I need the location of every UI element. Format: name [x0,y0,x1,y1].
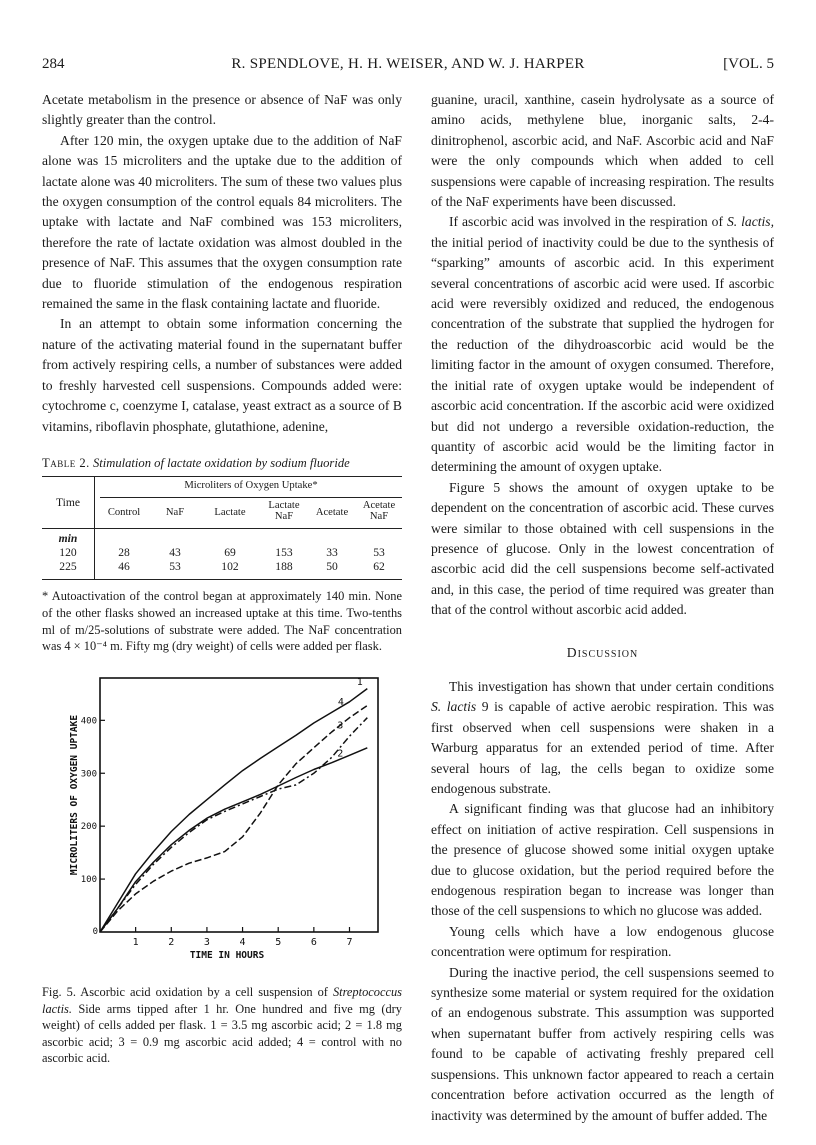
y-tick-label: 200 [80,822,97,833]
series-line-1 [100,689,367,932]
volume-label: [VOL. 5 [723,56,774,72]
paragraph: During the inactive period, the cell suspensions seemed to synthesize some material or system required for the oxidation of an endogenous substrate. This assumption was supported when supernatant buffer from actively respiring cells was found to be capable of activating freshly prepared cell suspensions. This unknown factor appeared to reach a certain concentration before activation occurred as the length of inactivity was determined by the amount of buffer added. The [431,964,774,1123]
table-cell: 46 [118,560,130,573]
series-label-2: 2 [337,748,344,760]
column-header: NaF [165,507,185,518]
series-line-4 [100,706,367,933]
table-rule [42,528,402,529]
running-header [42,56,774,78]
organism-name: Streptococcus lactis. [42,985,402,1016]
table-rule [42,579,402,580]
series-line-2 [100,748,367,932]
text-run: the initial period of inactivity could be due to the synthesis of “sparking” amounts of ascorbic acid. In this experiment several concentrations of ascorbic acid were used. If ascorbic acid were reversibly oxidized and reduced, the endogenous concentration of the substrate that supplied the hydrogen for the reduction of the dihydroascorbic acid would be the limiting factor in the amount of oxygen consumed. Therefore, the initial rate of oxygen uptake would be independent of ascorbic acid concentration. If the ascorbic acid were oxidized but did not undergo a reversible oxidation-reduction, the quantity of ascorbic acid would be the limiting factor in determining the amount of oxygen uptake. [431,234,774,475]
author-running-head: R. SPENDLOVE, H. H. WEISER, AND W. J. HARPER [231,56,585,72]
series-label-3: 3 [337,720,344,732]
text-run: 9 is capable of active aerobic respiration. This was first observed when cell suspensions were shaken in a Warburg apparatus for an extended period of time. After several hours of lag, the cells began to oxidize some endogenous substrate. [431,699,775,796]
y-tick-label: 400 [80,716,97,727]
x-tick-label: 6 [310,937,317,948]
x-tick-label: 5 [275,937,282,948]
column-header: Acetate NaF [362,500,396,522]
paragraph [431,677,774,799]
text-run: If ascorbic acid was involved in the respiration of [449,214,724,230]
column-header: Lactate NaF [268,500,300,522]
paragraph [431,212,774,477]
table-footnote: * Autoactivation of the control began at approximately 140 min. None of the other flasks showed an increased uptake at this time. Two-tenths ml of m/25-solutions of substrate were added. The NaF concentration was 4 × 10⁻⁴ m. Fifty mg (dry weight) of cells were added per flask. [42,589,402,654]
left-column [42,90,402,437]
x-tick-label: 2 [168,937,175,948]
page-number: 284 [42,56,65,72]
x-tick-label: 1 [132,937,139,948]
table-cell: 53 [373,546,385,559]
table-cell: 188 [275,560,293,573]
caption-text: Ascorbic acid oxidation by a cell suspension of [80,985,328,999]
caption-text: Side arms tipped after 1 hr. One hundred and five mg (dry weight) of cells added per flask. 1 = 3.5 mg ascorbic acid; 2 = 1.8 mg ascorbic acid; 3 = 0.9 mg ascorbic acid added; 4 = control with no ascorbic acid. [42,1001,402,1066]
table-cell: 50 [326,560,338,573]
figure-5 [66,670,388,982]
column-header: Acetate [315,507,349,518]
paragraph: A significant finding was that glucose had an inhibitory effect on initiation of active respiration. Cell suspensions in the presence of glucose showed some initial oxygen uptake due to glucose oxidation, but the period required before the endogenous respiration began to increase was longer than those of the cell suspensions to which no glucose was added. [431,801,774,919]
table-cell-time: 120 [59,546,77,559]
table-cell-time: 225 [59,560,77,573]
table-cell: 33 [326,546,338,559]
origin-label: 0 [92,927,98,937]
table-cell: 43 [169,546,181,559]
y-tick-label: 300 [80,769,97,780]
column-header: Control [107,507,141,518]
table-rule [100,497,402,498]
column-header: Lactate [214,507,246,518]
right-column [431,90,774,1126]
x-tick-label: 3 [203,937,210,948]
table-cell: 62 [373,560,385,573]
table-title [42,456,402,471]
paragraph: Young cells which have a low endogenous glucose concentration were optimum for respiration. [431,923,774,960]
table-rule [42,476,402,477]
paragraph: Acetate metabolism in the presence or absence of NaF was only slightly greater than the control. [42,92,402,128]
y-tick-label: 100 [80,875,97,886]
x-tick-label: 4 [239,937,246,948]
table-cell: 53 [169,560,181,573]
table-cell: 69 [224,546,236,559]
paragraph: guanine, uracil, xanthine, casein hydrolysate as a source of amino acids, methylene blue, inorganic salts, 2-4-dinitrophenol, ascorbic acid, and NaF. Ascorbic acid and NaF were the only compounds which when added to cell suspensions were capable of increasing respiration. The results of the NaF experiments have been discussed. [431,92,774,210]
oxygen-uptake-chart [66,670,388,982]
time-header: Time [55,496,81,509]
x-tick-label: 7 [346,937,353,948]
unit-label: min [58,532,78,545]
figure-label: Fig. 5. [42,985,76,999]
figure-caption [42,984,402,1067]
series-label-4: 4 [337,697,344,709]
text-run: This investigation has shown that under certain conditions [449,678,774,694]
table-label: Table 2. [42,456,90,470]
table-cell: 153 [275,546,293,559]
organism-name: S. lactis [431,699,477,715]
series-line-3 [100,718,367,932]
spanner-header: Microliters of Oxygen Uptake* [184,480,318,491]
paragraph: In an attempt to obtain some information concerning the nature of the activating material found in the supernatant buffer from actively respiring cells, a number of substances were added to freshly harvested cell suspensions. Compounds added were: cytochrome c, coenzyme I, catalase, yeast extract as a source of B vitamins, riboflavin phosphate, glutathione, adenine, [42,316,402,434]
paragraph: Figure 5 shows the amount of oxygen uptake to be dependent on the concentration of ascorbic acid. These curves were similar to those obtained with cell suspensions in the presence of glucose. Only in the lowest concentration of ascorbic acid did the cell suspensions become self-activated and, in this case, the period of time required was greater than that of the control without ascorbic acid added. [431,479,774,618]
table-caption: Stimulation of lactate oxidation by sodium fluoride [92,456,350,470]
x-axis-label: TIME IN HOURS [189,950,265,961]
paragraph: After 120 min, the oxygen uptake due to the addition of NaF alone was 15 microliters and the uptake due to the addition of lactate alone was 40 microliters. The sum of these two values plus the oxygen consumption of the control equals 84 microliters. The uptake with lactate and NaF combined was 153 microliters, therefore the rate of lactate oxidation was almost doubled in the presence of NaF. This assumes that the oxygen consumption rate due to fluoride stimulation of the endogenous respiration remained the same in the flask containing lactate and fluoride. [42,132,402,312]
organism-name: S. lactis, [726,214,774,230]
table-cell: 102 [221,560,239,573]
section-heading: Discussion [566,644,639,660]
series-label-1: 1 [356,677,363,689]
table-cell: 28 [118,546,130,559]
y-axis-label: MICROLITERS OF OXYGEN UPTAKE [69,714,80,876]
